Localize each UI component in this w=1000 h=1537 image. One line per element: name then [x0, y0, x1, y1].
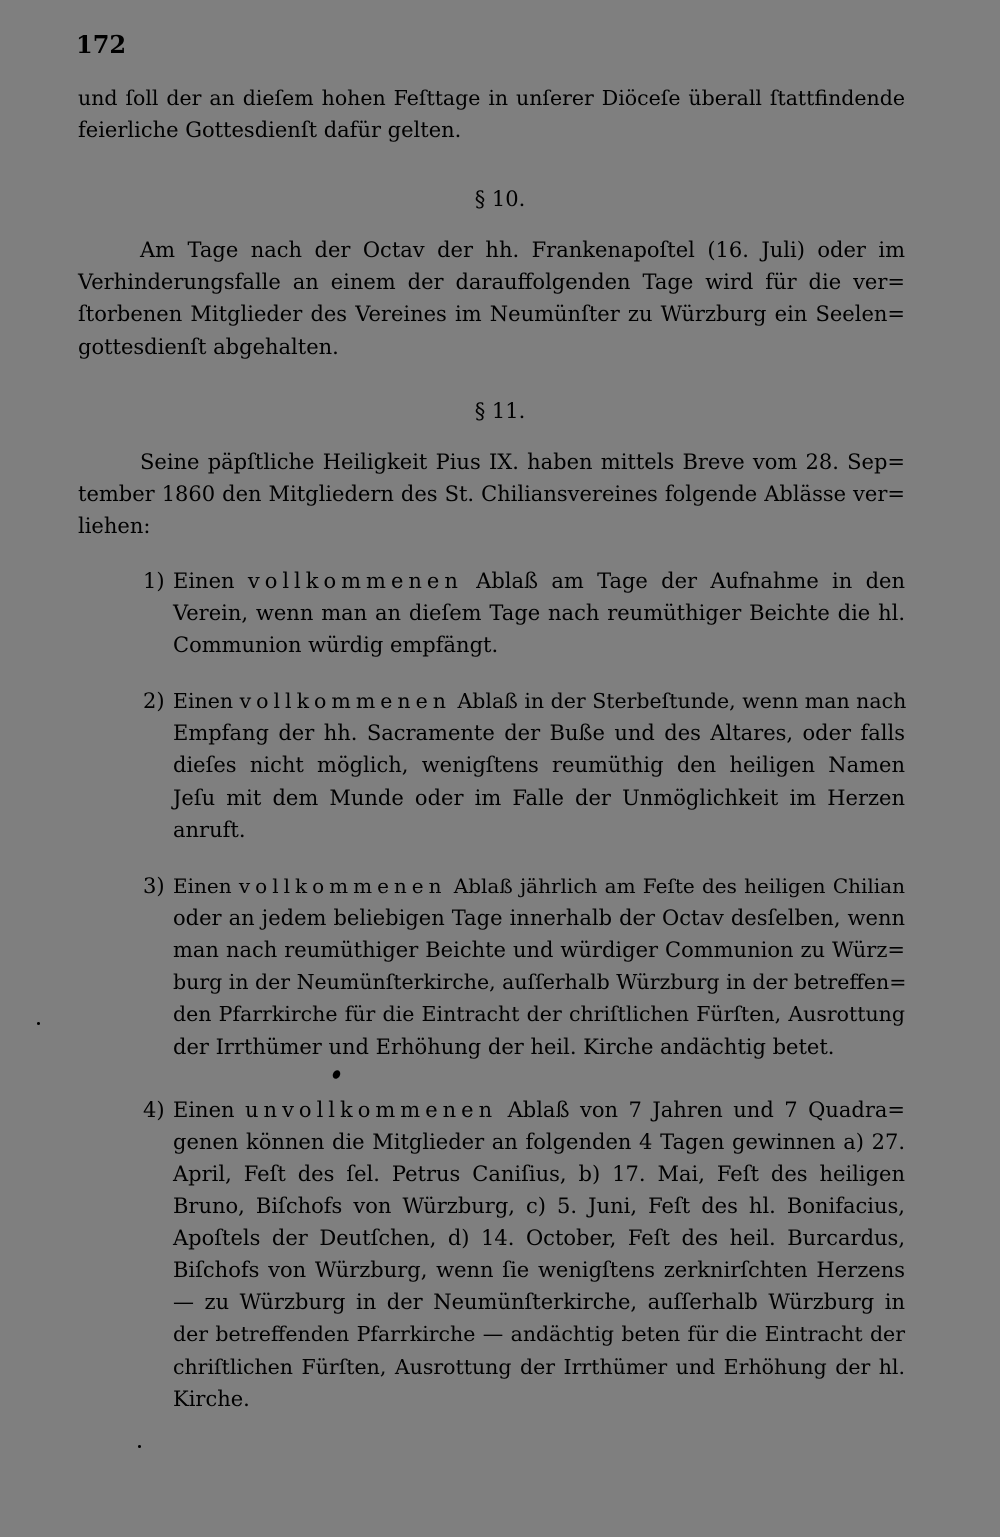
- item1-line: Communion würdig empfängt.: [173, 633, 499, 657]
- item3-line: oder an jedem beliebigen Tage innerhalb der Octav desſelben, wenn: [173, 906, 905, 930]
- ink-blot: [331, 1069, 342, 1080]
- s10-line: ſtorbenen Mitglieder des Vereines im Neumünſter zu Würzburg ein Seelen=: [78, 302, 905, 326]
- s10-line: Verhinderungsfalle an einem der darauffolgenden Tage wird für die ver=: [78, 270, 905, 294]
- speck: [37, 1022, 40, 1025]
- item3-line: den Pfarrkirche für die Eintracht der chriſtlichen Fürſten, Ausrottung: [173, 1002, 905, 1026]
- emphasized-word: vollkommenen: [247, 569, 463, 593]
- item4-line: April, Feſt des ſel. Petrus Caniſius, b) 17. Mai, Feſt des heiligen: [173, 1162, 905, 1186]
- s10-line: Am Tage nach der Octav der hh. Frankenapoſtel (16. Juli) oder im: [140, 238, 905, 262]
- item2-line: dieſes nicht möglich, wenigſtens reumüthig den heiligen Namen: [173, 753, 905, 777]
- section-heading-11: § 11.: [474, 399, 526, 423]
- emphasized-word: vollkommenen: [238, 874, 447, 898]
- item2-line: Empfang der hh. Sacramente der Buße und des Altares, oder falls: [173, 721, 905, 745]
- item2-line: anruft.: [173, 818, 246, 842]
- item4-line: genen können die Mitglieder an folgenden 4 Tagen gewinnen a) 27.: [173, 1130, 905, 1154]
- page-number: 172: [76, 30, 127, 59]
- item4-line: Kirche.: [173, 1387, 250, 1411]
- item-number: 3): [143, 874, 165, 898]
- emphasized-word: vollkommenen: [239, 689, 451, 713]
- item4-line: Bruno, Biſchofs von Würzburg, c) 5. Juni, Feſt des hl. Bonifacius,: [173, 1194, 905, 1218]
- item-number: 2): [143, 689, 165, 713]
- item4-line: chriſtlichen Fürſten, Ausrottung der Irrthümer und Erhöhung der hl.: [173, 1355, 905, 1379]
- item4-line: Apoſtels der Deutſchen, d) 14. October, Feſt des heil. Burcardus,: [173, 1226, 905, 1250]
- s10-line: gottesdienſt abgehalten.: [78, 335, 339, 359]
- item4-line: Einen unvollkommenen Ablaß von 7 Jahren und 7 Quadra=: [173, 1098, 905, 1122]
- item3-line: Einen vollkommenen Ablaß jährlich am Feſte des heiligen Chilian: [173, 874, 905, 898]
- item4-line: — zu Würzburg in der Neumünſterkirche, auſſerhalb Würzburg in: [173, 1290, 905, 1314]
- item3-line: man nach reumüthiger Beichte und würdiger Communion zu Würz=: [173, 938, 905, 962]
- section-heading-10: § 10.: [474, 187, 526, 211]
- emphasized-word: unvollkommenen: [245, 1098, 498, 1122]
- item2-line: Einen vollkommenen Ablaß in der Sterbeſtunde, wenn man nach: [173, 689, 907, 713]
- item4-line: Biſchofs von Würzburg, wenn ſie wenigſtens zerknirſchten Herzens: [173, 1258, 905, 1282]
- item2-line: Jeſu mit dem Munde oder im Falle der Unmöglichkeit im Herzen: [173, 786, 905, 810]
- item1-line: Einen vollkommenen Ablaß am Tage der Aufnahme in den: [173, 569, 905, 593]
- item-number: 4): [143, 1098, 165, 1122]
- item-number: 1): [143, 569, 165, 593]
- intro-line: feierliche Gottesdienſt dafür gelten.: [78, 118, 462, 142]
- speck: [138, 1445, 141, 1448]
- intro-line: und ſoll der an dieſem hohen Feſttage in unſerer Diöceſe überall ſtattfindende: [78, 86, 905, 110]
- s11-line: Seine päpſtliche Heiligkeit Pius IX. haben mittels Breve vom 28. Sep=: [140, 450, 905, 474]
- s11-line: liehen:: [78, 514, 151, 538]
- item3-line: der Irrthümer und Erhöhung der heil. Kirche andächtig betet.: [173, 1035, 835, 1059]
- s11-line: tember 1860 den Mitgliedern des St. Chiliansvereines folgende Ablässe ver=: [78, 482, 905, 506]
- item3-line: burg in der Neumünſterkirche, auſſerhalb Würzburg in der betreffen=: [173, 970, 907, 994]
- item1-line: Verein, wenn man an dieſem Tage nach reumüthiger Beichte die hl.: [173, 601, 905, 625]
- item4-line: der betreffenden Pfarrkirche — andächtig beten für die Eintracht der: [173, 1322, 905, 1346]
